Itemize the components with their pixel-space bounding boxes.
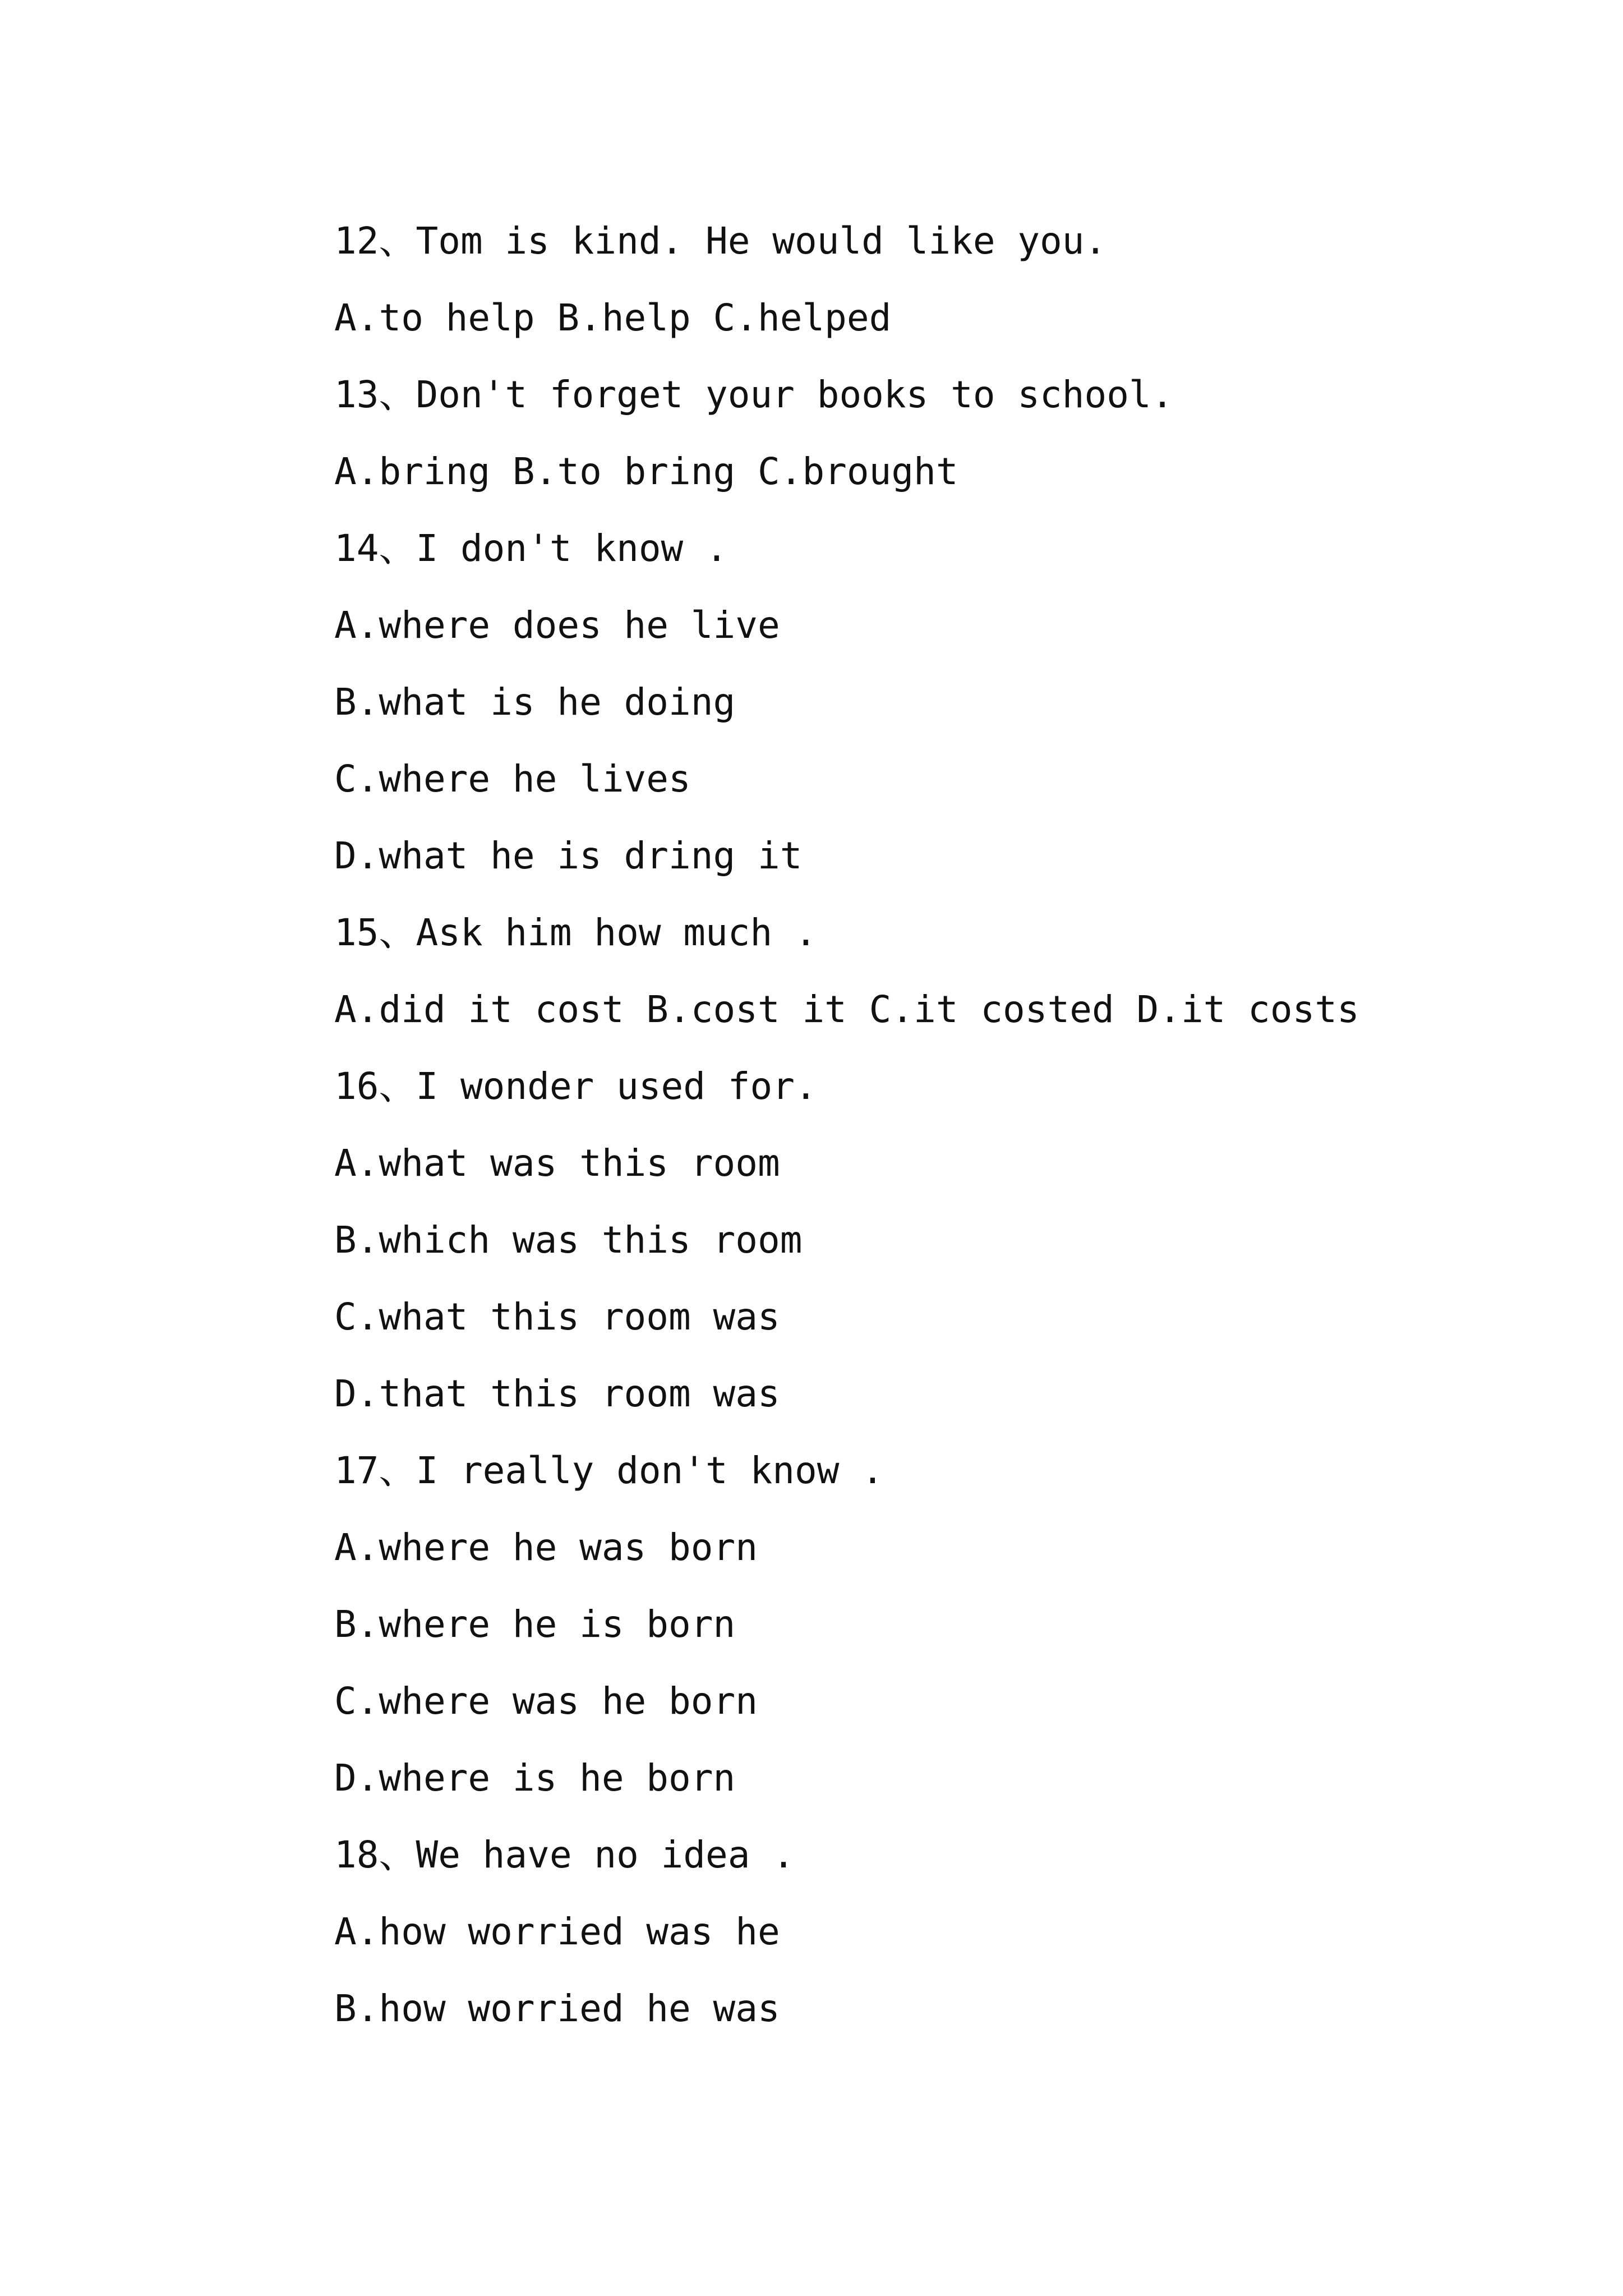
question-text-block (334, 216, 1568, 2060)
question-17-option-b: B.where he is born (334, 1603, 736, 1646)
question-17-option-c: C.where was he born (334, 1680, 758, 1723)
question-14-option-a: A.where does he live (334, 604, 780, 647)
question-12-stem: 12、Tom is kind. He would like you. (334, 219, 1107, 263)
question-15-stem: 15、Ask him how much . (334, 911, 817, 954)
question-14-stem: 14、I don't know . (334, 527, 728, 570)
question-14-option-b: B.what is he doing (334, 680, 736, 724)
question-14-option-c: C.where he lives (334, 757, 691, 800)
question-16-option-a: A.what was this room (334, 1142, 780, 1185)
question-16-option-b: B.which was this room (334, 1218, 803, 1262)
question-16-option-d: D.that this room was (334, 1372, 780, 1415)
question-18-stem: 18、We have no idea . (334, 1833, 795, 1876)
question-18-option-b: B.how worried he was (334, 1987, 780, 2030)
question-17-option-d: D.where is he born (334, 1756, 736, 1800)
question-17-stem: 17、I really don't know . (334, 1449, 884, 1492)
question-16-option-c: C.what this room was (334, 1295, 780, 1338)
question-17-option-a: A.where he was born (334, 1526, 758, 1569)
question-18-option-a: A.how worried was he (334, 1910, 780, 1953)
question-14-option-d: D.what he is dring it (334, 834, 803, 877)
question-13-options: A.bring B.to bring C.brought (334, 450, 958, 493)
question-16-stem: 16、I wonder used for. (334, 1065, 817, 1108)
question-12-options: A.to help B.help C.helped (334, 296, 892, 339)
question-15-options: A.did it cost B.cost it C.it costed D.it costs (334, 988, 1359, 1031)
question-13-stem: 13、Don't forget your books to school. (334, 373, 1174, 416)
